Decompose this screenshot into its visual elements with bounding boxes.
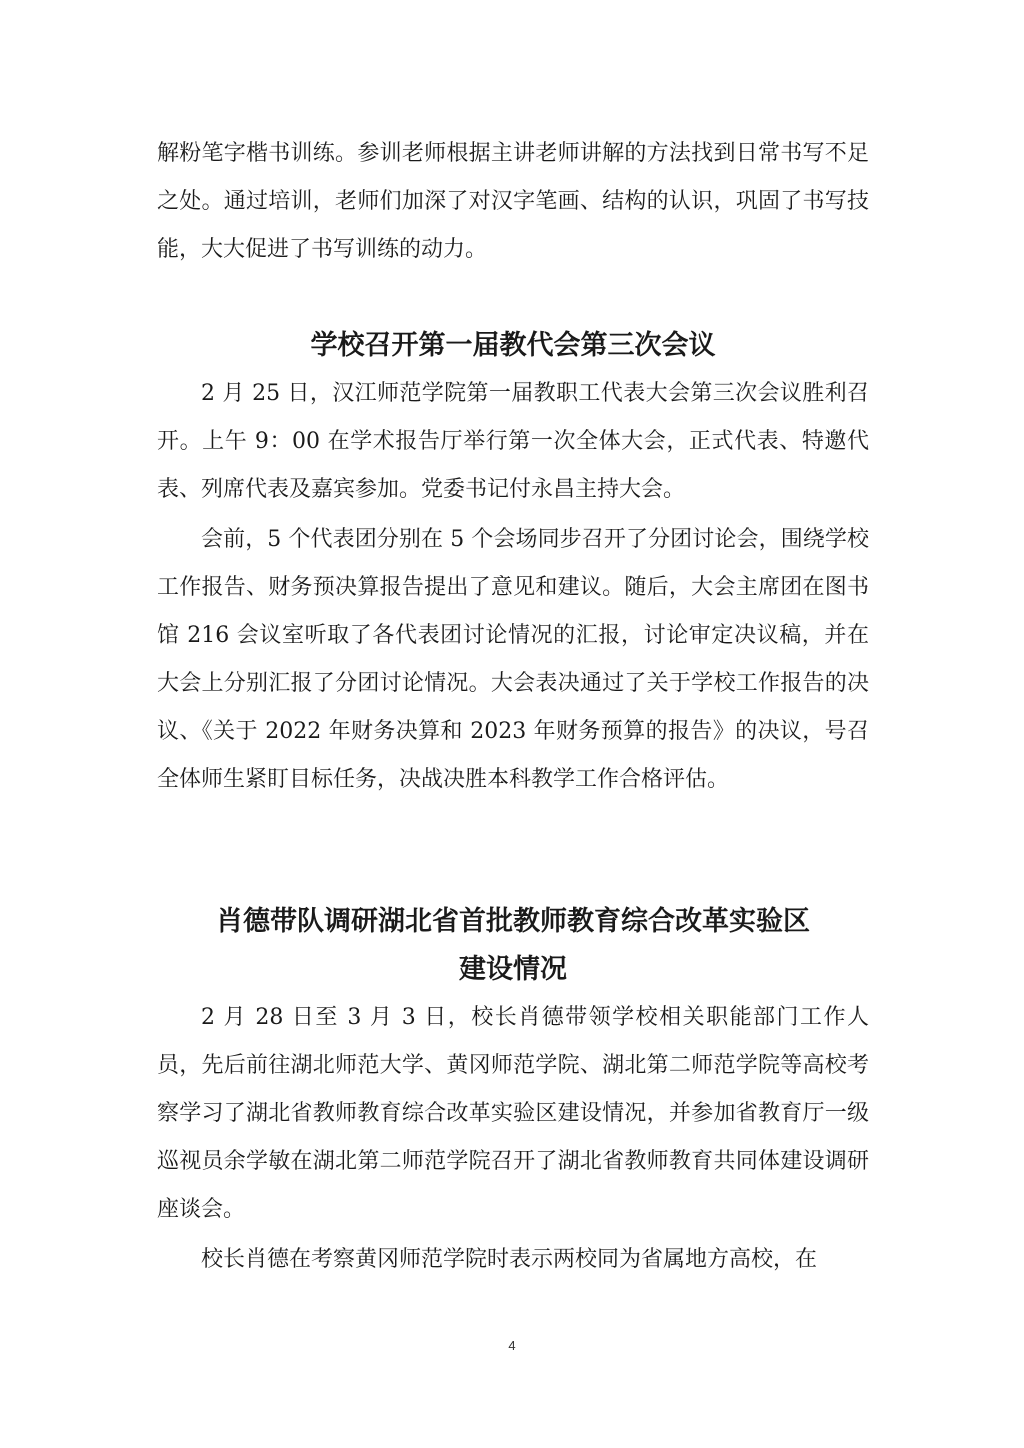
section-continued bbox=[157, 130, 869, 274]
paragraph: 校长肖德在考察黄冈师范学院时表示两校同为省属地方高校，在 bbox=[201, 1247, 818, 1272]
paragraph: 会前，5 个代表团分别在 5 个会场同步召开了分团讨论会，围绕学校工作报告、财务预决算报告提出了意见和建议。随后，大会主席团在图书馆 216 会议室听取了各代表团讨论情况的汇报，讨论审定决议稿，并在大会上分别汇报了分团讨论情况。大会表决通过了关于学校工作报告的决议、《关于 2022 年财务决算和 2023 年财务预算的报告》的决议，号召全体师生紧盯目标任务，决战决胜本科教学工作合格评估。 bbox=[157, 527, 869, 792]
article-meeting bbox=[157, 322, 869, 804]
paragraph: 2 月 28 日至 3 月 3 日，校长肖德带领学校相关职能部门工作人员，先后前往湖北师范大学、黄冈师范学院、湖北第二师范学院等高校考察学习了湖北省教师教育综合改革实验区建设情况，并参加省教育厅一级巡视员余学敏在湖北第二师范学院召开了湖北省教师教育共同体建设调研座谈会。 bbox=[157, 1005, 869, 1222]
paragraph: 解粉笔字楷书训练。参训老师根据主讲老师讲解的方法找到日常书写不足之处。通过培训，老师们加深了对汉字笔画、结构的认识，巩固了书写技能，大大促进了书写训练的动力。 bbox=[157, 141, 869, 262]
article-research bbox=[157, 898, 869, 1284]
article-title-line2: 建设情况 bbox=[459, 954, 567, 985]
paragraph: 2 月 25 日，汉江师范学院第一届教职工代表大会第三次会议胜利召开。上午 9：00 在学术报告厅举行第一次全体大会，正式代表、特邀代表、列席代表及嘉宾参加。党委书记付永昌主持大会。 bbox=[157, 381, 869, 502]
page-number: 4 bbox=[508, 1338, 516, 1353]
article-title: 学校召开第一届教代会第三次会议 bbox=[310, 330, 716, 361]
article-title-line1: 肖德带队调研湖北省首批教师教育综合改革实验区 bbox=[216, 906, 810, 937]
